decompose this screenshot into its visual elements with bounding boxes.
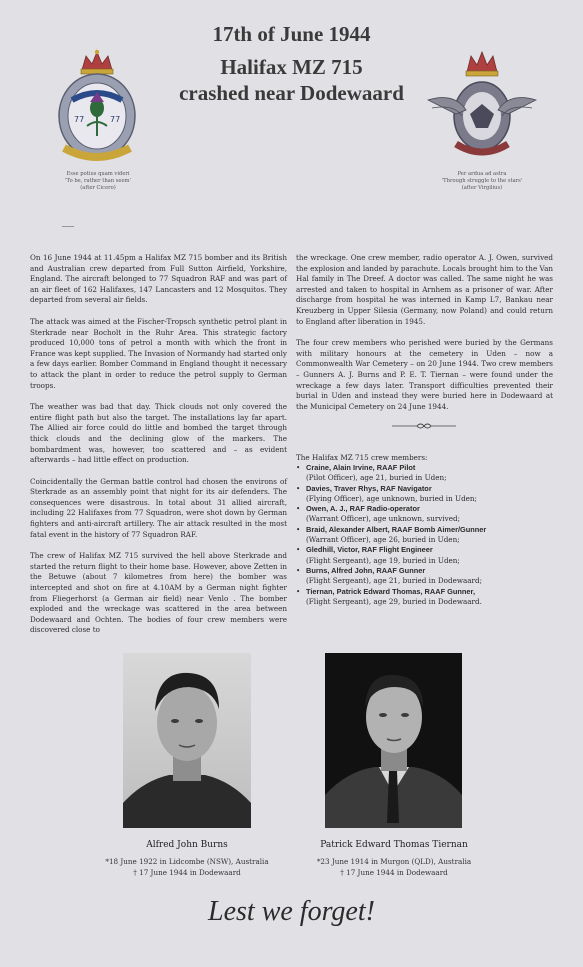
motto-translation: 'Through struggle to the stars'	[441, 178, 523, 184]
motto-right	[420, 171, 544, 192]
raaf-crest-icon	[426, 48, 538, 166]
crew-member-name: Gledhill, Victor, RAF Flight Engineer	[306, 545, 433, 555]
paragraph: the wreckage. One crew member, radio operator A. J. Owen, survived the explosion and landed by parachute. Locals brought him to the Van Hal family in The Dreef. A doctor was called. The same night he was arrested and taken to hospital in Arnhem as a prisoner of war. After discharge from hospital he was interned in Kamp L7, Bankau near Kreuzberg in Upper Silesia (Germany, now Poland) and could return to England after liberation in 1945.	[296, 253, 553, 326]
crown-icon	[466, 52, 498, 76]
paragraph: The crew of Halifax MZ 715 survived the hell above Sterkrade and started the return flight to their home base. However, above Zetten in the Betuwe (about 7 kilometres from here) the bomber was intercepted and shot on fire at 4.10AM by a German night fighter from Fliegerhorst (a German air field) near Venlo . The bomber exploded and the wreckage was scattered in the area between Dodewaard and Ochten. The bodies of four crew members were discovered close to	[30, 551, 287, 635]
crew-member-name: Owen, A. J., RAF Radio-operator	[306, 504, 420, 514]
plaque-title	[140, 54, 443, 106]
portrait-dates	[300, 856, 488, 878]
crash-location: crashed near Dodewaard	[179, 81, 404, 105]
crew-member-detail: (Flight Sergeant), age 19, buried in Uden;	[306, 555, 460, 565]
crown-icon	[81, 50, 113, 74]
crew-member-detail: (Flight Sergeant), age 21, buried in Dodewaard;	[306, 576, 483, 586]
paragraph: On 16 June 1944 at 11.45pm a Halifax MZ 715 bomber and its British and Australian crew departed from Full Sutton Airfield, Yorkshire, England. The aircraft belonged to 77 Squadron RAF and was part of an air fleet of 162 Halifaxes, 147 Lancasters and 12 Mosquitos. They departed from several air fields.	[30, 253, 287, 305]
crew-member	[296, 545, 558, 566]
svg-text:77: 77	[74, 115, 85, 124]
crew-member-name: Burns, Alfred John, RAAF Gunner	[306, 565, 426, 575]
crew-member-detail: (Pilot Officer), age 21, buried in Uden;	[306, 473, 447, 483]
crew-member-name: Tiernan, Patrick Edward Thomas, RAAF Gunner,	[306, 586, 476, 596]
portrait-name: Patrick Edward Thomas Tiernan	[320, 840, 468, 850]
crew-member-name: Craine, Alain Irvine, RAAF Pilot	[306, 463, 416, 472]
birth-date: *23 June 1914 in Murgon (QLD), Australia	[316, 857, 472, 866]
birth-date: *18 June 1922 in Lidcombe (NSW), Australia	[105, 857, 269, 866]
closing-phrase: Lest we forget!	[208, 896, 375, 927]
right-column-text	[296, 253, 553, 423]
svg-text:77: 77	[110, 115, 121, 124]
crew-member-detail: (Flight Sergeant), age 29, buried in Dodewaard.	[306, 596, 482, 606]
crew-member-name: Davies, Traver Rhys, RAF Navigator	[306, 483, 432, 493]
paragraph: Coincidentally the German battle control had chosen the environs of Sterkrade as an assembly point that night for its air defenders. The consequences were disastrous. In total about 31 allied aircraft, including 22 Halifaxes from 77 Squadron, were shot down by German fighters and anti-aircraft artillery. The air attack resulted in the most fatal event in the history of 77 Squadron RAF.	[30, 476, 287, 539]
crew-member	[296, 463, 558, 484]
left-column-text	[30, 253, 287, 647]
plaque-date: 17th of June 1944	[212, 22, 371, 46]
crew-member	[296, 484, 558, 505]
motto-left	[40, 171, 156, 192]
crew-member	[296, 525, 558, 546]
death-date: † 17 June 1944 in Dodewaard	[133, 868, 241, 877]
motto-translation: 'To be, rather than seem'	[65, 178, 131, 184]
ornament-divider-icon	[392, 422, 456, 430]
portrait-photo-tiernan	[325, 653, 462, 828]
crew-member-name: Braid, Alexander Albert, RAAF Bomb Aimer/Gunner	[306, 524, 487, 534]
crew-member-detail: (Warrant Officer), age 26, buried in Uden;	[306, 535, 460, 545]
crew-member	[296, 504, 558, 525]
portrait-photo-burns	[123, 653, 251, 828]
paragraph: The weather was bad that day. Thick clouds not only covered the entire flight path but also the target. The installations lay far apart. The Allied air force could do little and bombed the target through thick clouds and the declining glow of the markers. The bombardment was, however, too scattered and – as evident afterwards – had little effect on production.	[30, 402, 287, 465]
paragraph: The four crew members who perished were buried by the Germans with military honours at the cemetery in Uden – now a Commonwealth War Cemetery – on 20 June 1944. Two crew members – Gunners A. J. Burns and P. E. T. Tiernan – were found under the wreckage a few days later. Transport difficulties prevented their burial in Uden and instead they were buried here in Dodewaard at the Municipal Cemetery on 24 June 1944.	[296, 338, 553, 411]
crew-member	[296, 566, 558, 587]
crew-list-intro: The Halifax MZ 715 crew members:	[296, 453, 428, 462]
portrait-dates	[95, 856, 279, 878]
aircraft-name: Halifax MZ 715	[220, 55, 363, 79]
motto-latin: Esse potius quam videri	[66, 171, 130, 177]
death-date: † 17 June 1944 in Dodewaard	[340, 868, 448, 877]
motto-latin: Per ardua ad astra	[457, 171, 507, 177]
portrait-silhouette-icon	[123, 653, 251, 828]
motto-attribution: (after Virgilius)	[461, 185, 503, 191]
squadron-77-crest-icon	[52, 48, 142, 166]
crew-member-detail: (Warrant Officer), age unknown, survived;	[306, 514, 460, 524]
portrait-silhouette-icon	[325, 653, 462, 828]
decorative-dash	[62, 226, 74, 227]
motto-attribution: (after Cicero)	[80, 185, 116, 191]
portrait-name: Alfred John Burns	[146, 840, 228, 850]
crew-member	[296, 587, 558, 608]
crew-member-detail: (Flying Officer), age unknown, buried in Uden;	[306, 493, 477, 503]
paragraph: The attack was aimed at the Fischer-Tropsch synthetic petrol plant in Sterkrade near Bocholt in the Ruhr Area. This strategic factory produced 10,000 tons of petrol a month with which the front in France was kept supplied. The Invasion of Normandy had started only a few days earlier. Bomber Command in England thought it necessary to attack the plant in order to reduce the petrol supply to German troops.	[30, 316, 287, 390]
crew-list	[296, 463, 558, 607]
